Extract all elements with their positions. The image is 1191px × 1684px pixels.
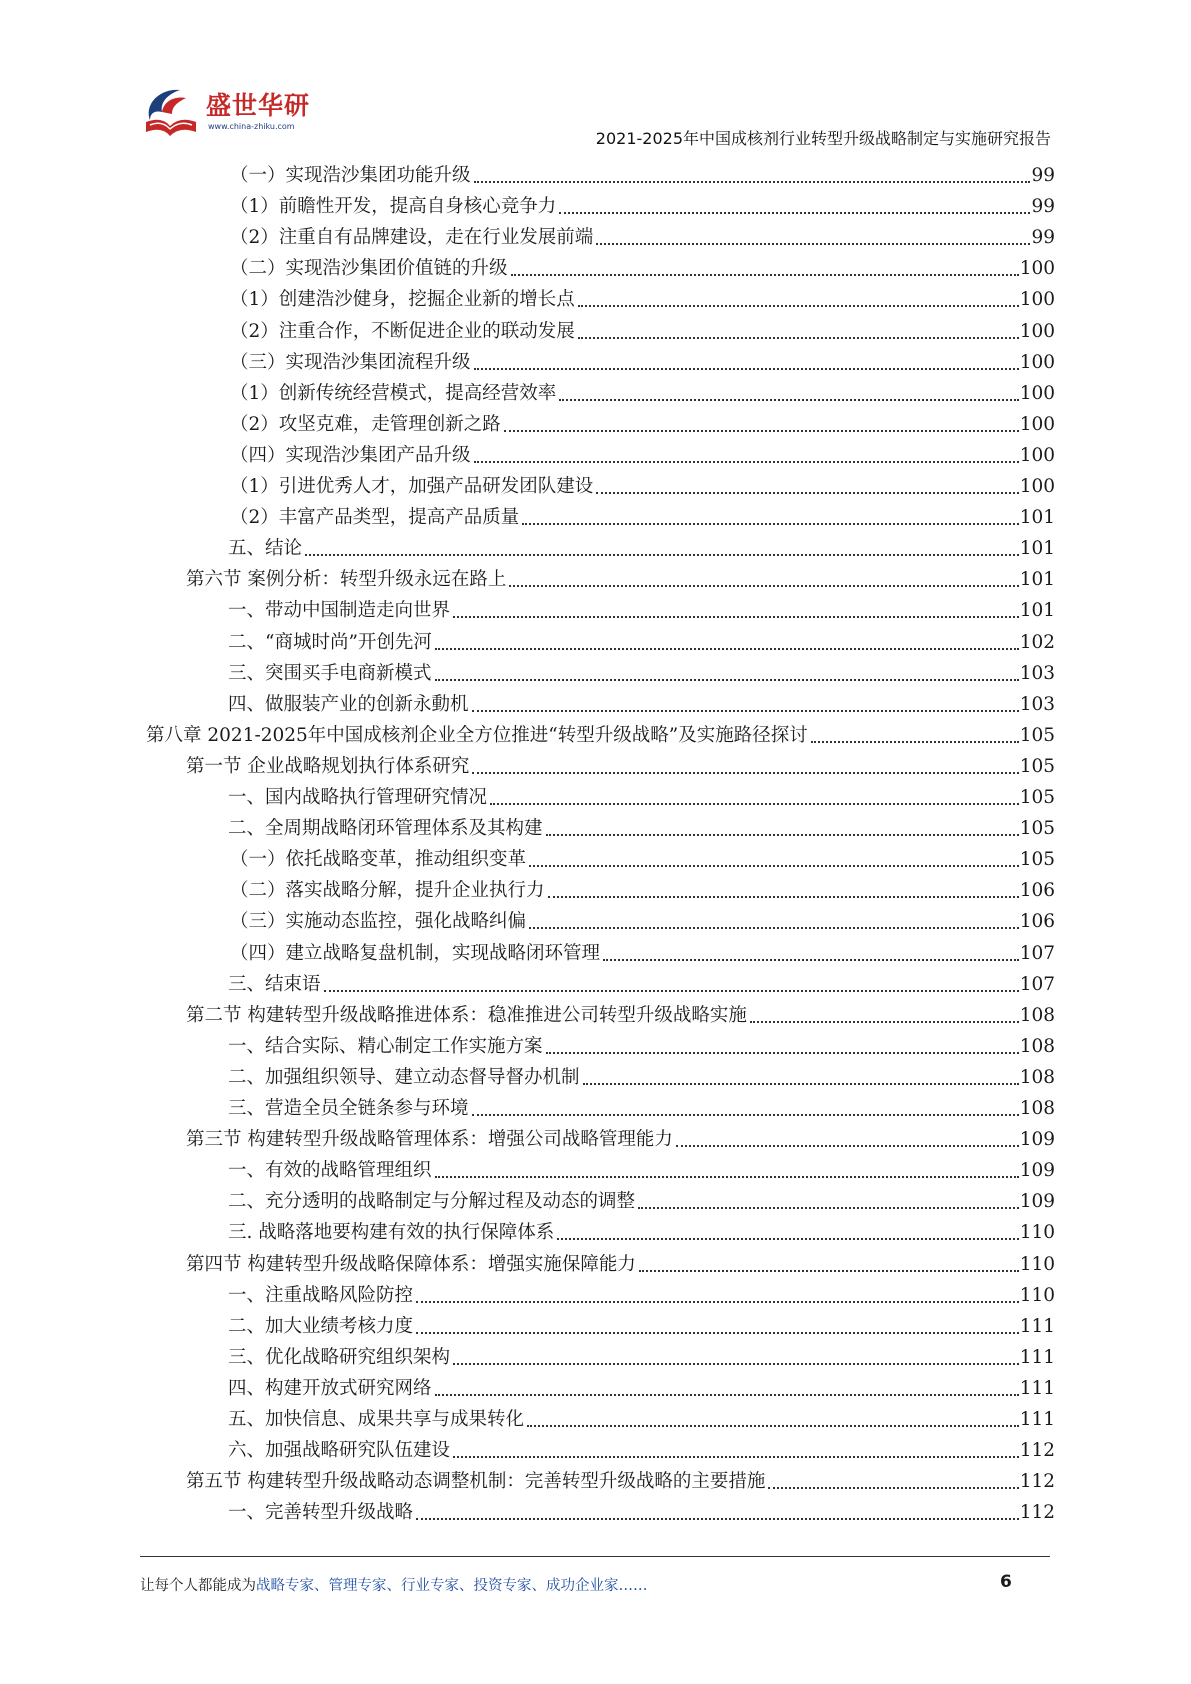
toc-entry-page: 101 <box>1019 600 1055 622</box>
toc-entry-page: 107 <box>1019 973 1055 995</box>
toc-entry-page: 100 <box>1019 289 1055 311</box>
toc-entry[interactable] <box>228 1155 1055 1186</box>
toc-entry-page: 103 <box>1019 662 1055 684</box>
toc-entry[interactable] <box>230 440 1055 471</box>
toc-entry[interactable] <box>186 751 1055 782</box>
toc-entry-page: 110 <box>1019 1222 1055 1244</box>
toc-dot-leader <box>559 212 1030 214</box>
logo-url: www.china-zhiku.com <box>208 122 295 131</box>
toc-dot-leader <box>676 1145 1019 1147</box>
toc-dot-leader <box>435 679 1019 681</box>
toc-entry[interactable] <box>228 658 1055 689</box>
toc-dot-leader <box>474 368 1019 370</box>
toc-dot-leader <box>596 492 1018 494</box>
toc-entry-title: 二、全周期战略闭环管理体系及其构建 <box>228 818 543 840</box>
toc-dot-leader <box>416 1518 1019 1520</box>
toc-dot-leader <box>583 1083 1019 1085</box>
toc-entry[interactable] <box>228 969 1055 1000</box>
logo-name: 盛世华研 <box>206 91 311 120</box>
toc-entry-title: 一、结合实际、精心制定工作实施方案 <box>228 1035 543 1057</box>
toc-entry-title: 第二节 构建转型升级战略推进体系：稳准推进公司转型升级战略实施 <box>186 1004 747 1026</box>
toc-entry-title: 第一节 企业战略规划执行体系研究 <box>186 755 470 777</box>
toc-entry[interactable] <box>230 160 1055 191</box>
toc-entry-title: 五、加快信息、成果共享与成果转化 <box>228 1409 525 1430</box>
toc-entry-page: 101 <box>1019 538 1055 560</box>
toc-entry-title: 第八章 2021-2025年中国成核剂企业全方位推进“转型升级战略”及实施路径探讨 <box>146 724 808 746</box>
toc-entry-title: （1）创新传统经营模式，提高经营效率 <box>230 382 557 404</box>
toc-dot-leader <box>324 990 1019 992</box>
toc-entry-page: 99 <box>1031 196 1055 218</box>
toc-entry-page: 111 <box>1019 1409 1055 1430</box>
toc-entry[interactable] <box>230 191 1055 222</box>
toc-entry-page: 105 <box>1019 818 1055 840</box>
toc-entry-page: 111 <box>1019 1377 1055 1399</box>
toc-entry-page: 110 <box>1019 1253 1055 1275</box>
toc-entry[interactable] <box>230 906 1055 937</box>
toc-dot-leader <box>529 927 1019 929</box>
toc-entry-page: 111 <box>1019 1346 1055 1368</box>
toc-entry-page: 103 <box>1019 693 1055 715</box>
toc-entry-page: 105 <box>1019 755 1055 777</box>
toc-entry[interactable] <box>228 533 1055 564</box>
toc-entry-title: （四）实现浩沙集团产品升级 <box>230 444 471 466</box>
report-title: 2021-2025年中国成核剂行业转型升级战略制定与实施研究报告 <box>595 129 1051 148</box>
toc-entry-page: 100 <box>1019 351 1055 373</box>
footer-slogan <box>140 1574 648 1595</box>
toc-entry-title: 一、完善转型升级战略 <box>228 1502 414 1524</box>
toc-entry-title: 三、优化战略研究组织架构 <box>228 1346 451 1368</box>
toc-entry-page: 100 <box>1019 476 1055 497</box>
toc-entry-title: 第六节 案例分析：转型升级永远在路上 <box>186 569 507 591</box>
toc-entry-page: 108 <box>1019 1066 1055 1088</box>
toc-dot-leader <box>472 772 1018 774</box>
toc-entry[interactable] <box>228 813 1055 844</box>
toc-dot-leader <box>578 337 1019 339</box>
toc-entry-title: 三、突围买手电商新模式 <box>228 662 432 684</box>
toc-entry[interactable] <box>230 253 1055 284</box>
toc-entry-page: 108 <box>1019 1004 1055 1026</box>
toc-entry-page: 102 <box>1019 631 1055 653</box>
toc-entry[interactable] <box>230 938 1055 969</box>
toc-entry[interactable] <box>228 1031 1055 1062</box>
toc-entry-title: 第五节 构建转型升级战略动态调整机制：完善转型升级战略的主要措施 <box>186 1471 766 1493</box>
toc-entry[interactable] <box>228 595 1055 626</box>
toc-dot-leader <box>511 274 1019 276</box>
toc-entry[interactable] <box>228 1342 1055 1373</box>
toc-entry[interactable] <box>228 1093 1055 1124</box>
toc-entry[interactable] <box>230 378 1055 409</box>
toc-entry-title: 第四节 构建转型升级战略保障体系：增强实施保障能力 <box>186 1253 636 1275</box>
toc-entry[interactable] <box>228 782 1055 813</box>
toc-dot-leader <box>490 803 1019 805</box>
page-header <box>0 0 1191 150</box>
toc-entry-title: 六、加强战略研究队伍建设 <box>228 1440 451 1462</box>
toc-entry[interactable] <box>230 222 1055 253</box>
toc-entry[interactable] <box>186 564 1055 595</box>
toc-dot-leader <box>453 1363 1019 1365</box>
toc-entry-page: 100 <box>1019 258 1055 280</box>
toc-entry[interactable] <box>228 1497 1055 1528</box>
toc-entry-page: 100 <box>1019 444 1055 466</box>
toc-entry[interactable] <box>186 1124 1055 1155</box>
toc-entry-title: 二、加强组织领导、建立动态督导督办机制 <box>228 1066 580 1088</box>
toc-dot-leader <box>509 585 1018 587</box>
toc-dot-leader <box>527 1425 1019 1427</box>
toc-entry-page: 111 <box>1019 1315 1055 1337</box>
toc-entry[interactable] <box>230 502 1055 533</box>
toc-entry-title: 二、“商城时尚”开创先河 <box>228 631 432 653</box>
toc-dot-leader <box>603 959 1019 961</box>
toc-dot-leader <box>578 305 1019 307</box>
toc-entry[interactable] <box>230 284 1055 315</box>
page-number: 6 <box>1000 1572 1012 1592</box>
toc-entry-title: （三）实现浩沙集团流程升级 <box>230 351 471 373</box>
company-logo <box>140 82 310 150</box>
toc-entry-title: （一）实现浩沙集团功能升级 <box>230 165 471 186</box>
toc-entry-page: 108 <box>1019 1098 1055 1119</box>
toc-dot-leader <box>504 430 1019 432</box>
toc-entry[interactable] <box>230 875 1055 906</box>
toc-entry[interactable] <box>228 627 1055 658</box>
toc-entry-page: 100 <box>1019 320 1055 342</box>
toc-entry[interactable] <box>230 844 1055 875</box>
toc-entry-page: 99 <box>1031 165 1055 186</box>
toc-dot-leader <box>768 1487 1018 1489</box>
toc-entry-title: 二、充分透明的战略制定与分解过程及动态的调整 <box>228 1191 636 1213</box>
toc-entry[interactable] <box>230 347 1055 378</box>
toc-dot-leader <box>529 865 1019 867</box>
toc-entry[interactable] <box>230 316 1055 347</box>
toc-dot-leader <box>522 523 1018 525</box>
toc-entry[interactable] <box>228 1311 1055 1342</box>
toc-entry-page: 109 <box>1019 1191 1055 1213</box>
toc-entry-page: 109 <box>1019 1160 1055 1182</box>
toc-entry-title: （一）依托战略变革，推动组织变革 <box>230 849 527 871</box>
toc-entry-page: 106 <box>1019 880 1055 902</box>
toc-entry[interactable] <box>186 1466 1055 1497</box>
toc-entry-page: 112 <box>1019 1440 1055 1462</box>
toc-dot-leader <box>474 181 1031 183</box>
toc-entry-page: 105 <box>1019 849 1055 871</box>
toc-dot-leader <box>639 1270 1019 1272</box>
toc-entry[interactable] <box>228 1280 1055 1311</box>
toc-entry-title: （2）攻坚克难，走管理创新之路 <box>230 413 501 435</box>
toc-entry-title: （2）注重合作，不断促进企业的联动发展 <box>230 320 575 342</box>
toc-entry-page: 105 <box>1019 787 1055 808</box>
toc-entry-title: （二）落实战略分解，提升企业执行力 <box>230 880 545 902</box>
toc-entry-page: 112 <box>1019 1502 1055 1524</box>
toc-entry-title: 第三节 构建转型升级战略管理体系：增强公司战略管理能力 <box>186 1129 673 1151</box>
toc-entry-title: （1）引进优秀人才，加强产品研发团队建设 <box>230 476 594 497</box>
toc-dot-leader <box>472 710 1019 712</box>
toc-entry-title: 四、做服装产业的创新永動机 <box>228 693 469 715</box>
toc-dot-leader <box>453 616 1019 618</box>
footer-divider <box>140 1556 1050 1557</box>
toc-entry-title: （二）实现浩沙集团价值链的升级 <box>230 258 508 280</box>
toc-entry-title: 一、国内战略执行管理研究情况 <box>228 787 488 808</box>
toc-entry[interactable] <box>230 471 1055 502</box>
toc-dot-leader <box>435 1394 1019 1396</box>
toc-dot-leader <box>546 834 1019 836</box>
toc-entry-title: （三）实施动态监控，强化战略纠偏 <box>230 911 527 933</box>
toc-entry-page: 110 <box>1019 1284 1055 1306</box>
toc-entry-title: 五、结论 <box>228 538 303 560</box>
toc-dot-leader <box>596 243 1030 245</box>
toc-entry-title: 一、带动中国制造走向世界 <box>228 600 451 622</box>
toc-entry-page: 109 <box>1019 1129 1055 1151</box>
toc-entry-page: 100 <box>1019 413 1055 435</box>
toc-dot-leader <box>435 1176 1019 1178</box>
toc-dot-leader <box>638 1207 1019 1209</box>
toc-dot-leader <box>559 399 1018 401</box>
toc-entry-page: 106 <box>1019 911 1055 933</box>
toc-entry-title: 三、营造全员全链条参与环境 <box>228 1098 469 1119</box>
toc-dot-leader <box>557 1238 1018 1240</box>
toc-entry-page: 101 <box>1019 569 1055 591</box>
toc-dot-leader <box>750 1021 1019 1023</box>
toc-entry-page: 101 <box>1019 507 1055 529</box>
toc-entry-title: （四）建立战略复盘机制，实现战略闭环管理 <box>230 942 601 964</box>
toc-entry-page: 99 <box>1031 227 1055 249</box>
toc-dot-leader <box>474 461 1019 463</box>
toc-entry[interactable] <box>146 720 1055 751</box>
toc-dot-leader <box>546 1052 1019 1054</box>
footer-slogan-prefix: 让每个人都能成为 <box>140 1578 256 1594</box>
toc-entry-page: 107 <box>1019 942 1055 964</box>
toc-entry[interactable] <box>186 1249 1055 1280</box>
toc-entry-title: （1）前瞻性开发，提高自身核心竞争力 <box>230 196 557 218</box>
toc-entry-title: 一、有效的战略管理组织 <box>228 1160 432 1182</box>
toc-entry-page: 105 <box>1019 724 1055 746</box>
toc-entry[interactable] <box>230 409 1055 440</box>
toc-entry[interactable] <box>186 1000 1055 1031</box>
toc-entry[interactable] <box>228 1217 1055 1248</box>
toc-dot-leader <box>548 896 1019 898</box>
toc-dot-leader <box>305 554 1019 556</box>
toc-entry-title: （2）注重自有品牌建设，走在行业发展前端 <box>230 227 594 249</box>
footer-slogan-highlight: 战略专家、管理专家、行业专家、投资专家、成功企业家…… <box>256 1578 648 1594</box>
toc-entry[interactable] <box>228 689 1055 720</box>
toc-entry-page: 112 <box>1019 1471 1055 1493</box>
toc-dot-leader <box>453 1456 1019 1458</box>
toc-entry[interactable] <box>228 1404 1055 1435</box>
toc-entry-title: （1）创建浩沙健身，挖掘企业新的增长点 <box>230 289 575 311</box>
toc-entry-page: 108 <box>1019 1035 1055 1057</box>
toc-entry[interactable] <box>228 1435 1055 1466</box>
toc-dot-leader <box>416 1301 1019 1303</box>
toc-entry-title: 一、注重战略风险防控 <box>228 1284 414 1306</box>
toc-entry-title: （2）丰富产品类型，提高产品质量 <box>230 507 520 529</box>
toc-entry[interactable] <box>228 1373 1055 1404</box>
book-swirl-logo-icon <box>140 82 202 144</box>
toc-entry[interactable] <box>228 1186 1055 1217</box>
toc-entry-title: 二、加大业绩考核力度 <box>228 1315 414 1337</box>
toc-entry-title: 三. 战略落地要构建有效的执行保障体系 <box>228 1222 555 1244</box>
toc-dot-leader <box>416 1332 1019 1334</box>
toc-dot-leader <box>472 1114 1019 1116</box>
toc-entry-title: 三、结束语 <box>228 973 321 995</box>
toc-entry-page: 100 <box>1019 382 1055 404</box>
toc-dot-leader <box>811 741 1019 743</box>
toc-dot-leader <box>435 648 1019 650</box>
toc-entry[interactable] <box>228 1062 1055 1093</box>
toc-entry-title: 四、构建开放式研究网络 <box>228 1377 432 1399</box>
